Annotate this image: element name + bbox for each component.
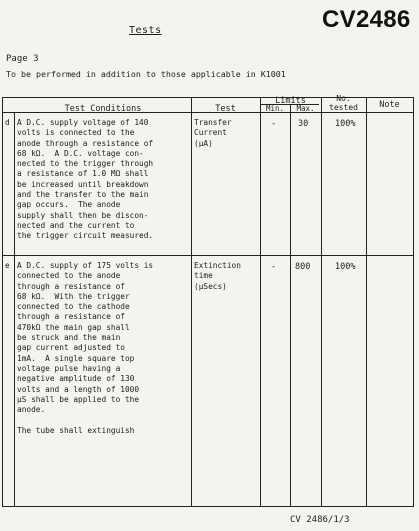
document-number: CV2486	[322, 6, 411, 33]
tests-table	[2, 94, 414, 507]
row-min: -	[271, 262, 277, 272]
row-max: 30	[298, 119, 309, 129]
header-max: Max.	[296, 104, 315, 113]
row-max: 800	[295, 262, 311, 272]
page-heading: Tests	[129, 25, 162, 36]
column-divider	[321, 98, 322, 506]
row-conditions: A D.C. supply voltage of 140 volts is connected to the anode through a resistance of 68 kΩ. A D.C. voltage con- nected to the trigger through a resistance of 1.0 MΩ shall be increased until breakdown and the transfer to the main gap occurs. The anode supply shall then be discon- nected and the current to the trigger circuit measured.	[17, 118, 154, 241]
row-min: -	[271, 119, 277, 129]
row-id: e	[5, 261, 10, 270]
header-no-tested: No. tested	[329, 94, 358, 112]
header-note: Note	[379, 100, 400, 110]
row-conditions: A D.C. supply of 175 volts is connected to the anode through a resistance of 68 kΩ. With the trigger connected to the cathode through a resistance of 470kΩ the main gap shall be struck and the main gap current adjusted to 1mA. A single square top voltage pulse having a negative amplitude of 130 volts and a length of 1000 μS shall be applied to the anode. The tube shall extinguish	[17, 261, 154, 435]
header-test: Test	[215, 104, 236, 114]
applicability-note: To be performed in addition to those applicable in K1001	[6, 69, 286, 79]
column-divider	[366, 98, 367, 506]
row-divider	[3, 255, 413, 256]
column-divider	[290, 104, 291, 506]
row-id: d	[5, 118, 10, 127]
footer-reference: CV 2486/1/3	[290, 515, 350, 525]
row-no-tested: 100%	[335, 262, 356, 272]
row-test: Transfer Current (μA)	[194, 118, 232, 148]
page-number: Page 3	[6, 54, 39, 64]
column-divider	[14, 112, 15, 506]
header-min: Min.	[265, 104, 285, 113]
header-limits: Limits	[275, 96, 306, 106]
column-divider	[260, 98, 261, 506]
row-test: Extinction time (μSecs)	[194, 261, 241, 291]
column-divider	[191, 98, 192, 506]
header-test-conditions: Test Conditions	[64, 104, 142, 114]
row-no-tested: 100%	[335, 119, 356, 129]
